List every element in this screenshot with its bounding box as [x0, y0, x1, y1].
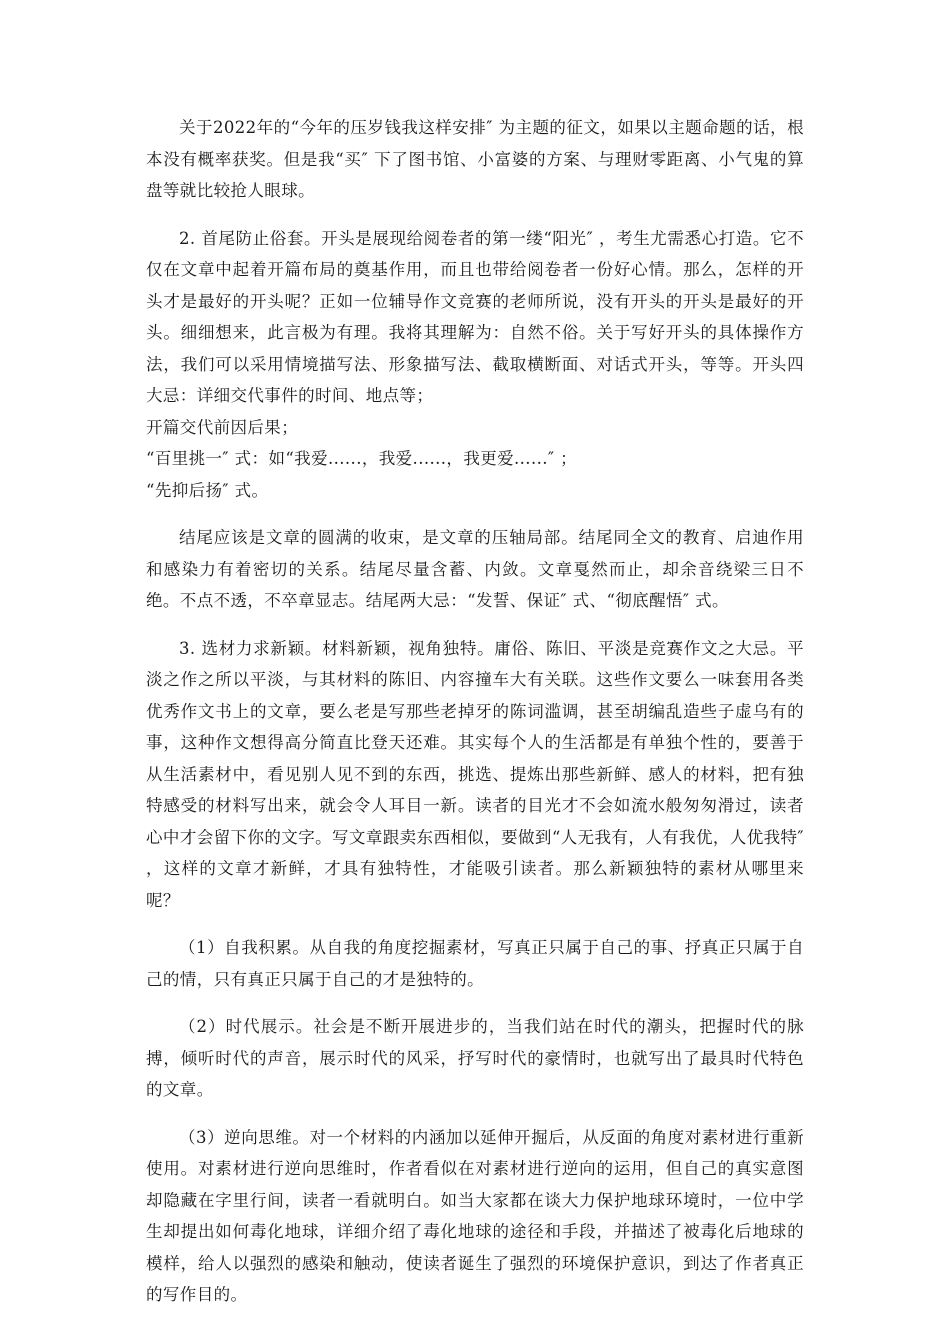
paragraph-reverse-thinking: （3）逆向思维。对一个材料的内涵加以延伸开掘后，从反面的角度对素材进行重新使用。对素材进行逆向思维时，作者看似在对素材进行逆向的运用，但自己的真实意图却隐藏在字里行间，读者一看就明白。如当大家都在谈大力保护地球环境时，一位中学生却提出如何毒化地球，详细介绍了毒化地球的途径和手段，并描述了被毒化后地球的模样，给人以强烈的感染和触动，使读者诞生了强烈的环境保护意识，到达了作者真正的写作目的。 — [146, 1127, 804, 1304]
paragraph-ending: 结尾应该是文章的圆满的收束，是文章的压轴局部。结尾同全文的教育、启迪作用和感染力有着密切的关系。结尾尽量含蓄、内敛。文章戛然而止，却余音绕梁三日不绝。不点不透，不卒章显志。结尾两大忌：“发誓、保证″ 式、“彻底醒悟″ 式。 — [146, 528, 804, 610]
paragraph-opening-taboo-one-in-hundred: “百里挑一″ 式：如“我爱......，我爱......，我更爱......″ ； — [146, 449, 577, 468]
paragraph-essay-title-example: 关于2022年的“今年的压岁钱我这样安排″ 为主题的征文，如果以主题命题的话，根本没有概率获奖。但是我“买″ 下了图书馆、小富婆的方案、与理财零距离、小气鬼的算盘等就比较抢人眼球。 — [146, 118, 804, 200]
paragraph-era-display: （2）时代展示。社会是不断开展进步的，当我们站在时代的潮头，把握时代的脉搏，倾听时代的声音，展示时代的风采，抒写时代的豪情时，也就写出了最具时代特色的文章。 — [146, 1017, 804, 1099]
paragraph-opening-avoid-cliche: 2. 首尾防止俗套。开头是展现给阅卷者的第一缕“阳光″ ，考生尤需悉心打造。它不仅在文章中起着开篇布局的奠基作用，而且也带给阅卷者一份好心情。那么，怎样的开头才是最好的开头呢？正如一位辅导作文竞赛的老师所说，没有开头的开头是最好的开头。细细想来，此言极为有理。我将其理解为：自然不俗。关于写好开头的具体操作方法，我们可以采用情境描写法、形象描写法、截取横断面、对话式开头，等等。开头四大忌：详细交代事件的时间、地点等； — [146, 228, 804, 405]
paragraph-opening-taboo-suppress-praise: “先抑后扬″ 式。 — [146, 480, 269, 500]
document-page — [146, 112, 804, 1311]
paragraph-self-accumulation: （1）自我积累。从自我的角度挖掘素材，写真正只属于自己的事、抒真正只属于自己的情，只有真正只属于自己的才是独特的。 — [146, 938, 804, 989]
paragraph-material-novelty: 3. 选材力求新颖。材料新颖，视角独特。庸俗、陈旧、平淡是竞赛作文之大忌。平淡之作之所以平淡，与其材料的陈旧、内容撞车大有关联。这些作文要么一味套用各类优秀作文书上的文章，要么老是写那些老掉牙的陈词滥调，甚至胡编乱造些子虚乌有的事，这种作文想得高分简直比登天还难。其实每个人的生活都是有单独个性的，要善于从生活素材中，看见别人见不到的东西，挑选、提炼出那些新鲜、感人的材料，把有独特感受的材料写出来，就会令人耳目一新。读者的目光才不会如流水般匆匆滑过，读者心中才会留下你的文字。写文章跟卖东西相似，要做到“人无我有，人有我优，人优我特″ ，这样的文章才新鲜，才具有独特性，才能吸引读者。那么新颖独特的素材从哪里来呢？ — [146, 638, 804, 910]
paragraph-opening-taboo-cause: 开篇交代前因后果； — [146, 417, 299, 437]
